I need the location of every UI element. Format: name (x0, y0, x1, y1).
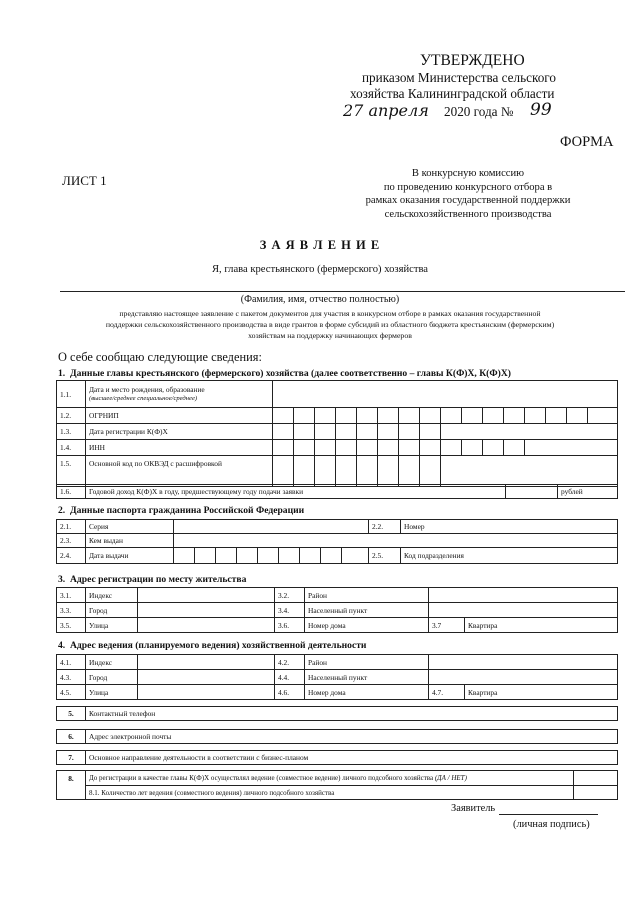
digit-box[interactable] (378, 440, 399, 455)
household-label (86, 771, 574, 786)
digit-box[interactable] (336, 456, 357, 486)
email-field[interactable] (86, 730, 618, 744)
digit-box[interactable] (420, 424, 441, 439)
digit-box[interactable] (378, 424, 399, 439)
section-number: 3. (58, 574, 66, 585)
registration-date-label: Дата регистрации К(Ф)Х (86, 424, 273, 440)
section-1-table (56, 380, 618, 487)
row-number: 1.5. (57, 456, 86, 487)
section-7-table (56, 750, 618, 765)
row-number: 2.4. (57, 548, 86, 564)
row-number: 2.2. (369, 520, 401, 534)
row-number: 4.5. (57, 685, 86, 700)
section-number: 1. (58, 368, 66, 379)
document-title: З А Я В Л Е Н И Е (259, 238, 381, 252)
digit-box[interactable] (399, 408, 420, 423)
income-field[interactable] (506, 485, 558, 499)
inn-label: ИНН (86, 440, 273, 456)
birth-education-field[interactable] (273, 381, 618, 408)
digit-box[interactable] (237, 548, 258, 563)
settlement-label: Населенный пункт (305, 603, 429, 618)
issued-by-field[interactable] (174, 534, 618, 548)
statement-text (40, 309, 620, 341)
digit-box[interactable] (294, 440, 315, 455)
digit-box[interactable] (294, 456, 315, 486)
section-1-heading (58, 368, 511, 379)
digit-box[interactable] (174, 548, 195, 563)
house-label: Номер дома (308, 687, 346, 697)
addressee (350, 167, 586, 222)
birth-label-text: Дата и место рождения, образование (89, 385, 205, 394)
digit-box[interactable] (315, 408, 336, 423)
sheet-label: ЛИСТ 1 (62, 173, 107, 188)
row-number: 3.3. (57, 603, 86, 618)
digit-box[interactable] (279, 548, 300, 563)
household-text: До регистрации в качестве главы К(Ф)Х осуществлял ведение (совместное ведение) личного подсобного хозяйства (89, 774, 434, 782)
digit-box[interactable] (462, 408, 483, 423)
digit-box[interactable] (504, 408, 525, 423)
city-label: Город (86, 670, 138, 685)
section-3-table (56, 587, 618, 633)
birth-label (86, 381, 273, 408)
row-number: 4.1. (57, 655, 86, 670)
intro-line: Я, глава крестьянского (фермерского) хозяйства (211, 264, 429, 275)
fio-underline (60, 291, 625, 292)
issue-date-cells[interactable] (174, 548, 368, 563)
signature-hint: (личная подпись) (513, 819, 590, 830)
digit-box[interactable] (357, 408, 378, 423)
form-label: ФОРМА (560, 134, 614, 150)
digit-box[interactable] (399, 440, 420, 455)
row-number: 4.7. (429, 685, 465, 700)
digit-box[interactable] (273, 440, 294, 455)
statement-line: представляю настоящее заявление с пакетом документов для участия в конкурсном отборе в рамках оказания государственной (119, 309, 541, 318)
digit-box[interactable] (294, 408, 315, 423)
yes-no-hint: (ДА / НЕТ) (434, 774, 467, 782)
digit-box[interactable] (300, 548, 321, 563)
index-field[interactable] (138, 588, 275, 603)
index-label: Индекс (86, 588, 138, 603)
row-number: 4.2. (275, 655, 305, 670)
registration-date-field[interactable] (273, 424, 618, 440)
household-answer-field[interactable] (574, 771, 618, 786)
street-label: Улица (86, 618, 138, 633)
section-title: Адрес регистрации по месту жительства (70, 574, 247, 585)
city-label: Город (86, 603, 138, 618)
ogrnip-cells[interactable] (273, 408, 617, 423)
apartment-label: Квартира (468, 620, 498, 630)
row-number: 3.1. (57, 588, 86, 603)
issued-by-label: Кем выдан (86, 534, 174, 548)
settlement-field[interactable] (429, 670, 618, 685)
household-years-field[interactable] (574, 786, 618, 800)
signature-line[interactable] (499, 814, 598, 815)
income-label: Годовой доход К(Ф)Х в году, предшествующему году подачи заявки (86, 485, 506, 499)
row-number: 3.4. (275, 603, 305, 618)
addressee-line: сельскохозяйственного производства (384, 209, 552, 221)
digit-box[interactable] (399, 456, 420, 486)
digit-box[interactable] (378, 408, 399, 423)
index-label: Индекс (86, 655, 138, 670)
digit-box[interactable] (504, 440, 525, 455)
digit-box[interactable] (420, 408, 441, 423)
section-2-heading (58, 505, 304, 516)
house-field[interactable] (305, 618, 429, 633)
row-number: 4.4. (275, 670, 305, 685)
income-unit: рублей (558, 485, 618, 499)
digit-box[interactable] (357, 424, 378, 439)
settlement-label: Населенный пункт (305, 670, 429, 685)
digit-box[interactable] (216, 548, 237, 563)
addressee-line: рамках оказания государственной поддержки (365, 195, 571, 207)
digit-box[interactable] (399, 424, 420, 439)
district-label: Район (305, 588, 429, 603)
statement-line: хозяйствам на поддержку начинающих фермеров (248, 330, 412, 340)
digit-box[interactable] (336, 408, 357, 423)
row-number: 3.5. (57, 618, 86, 633)
series-label: Серия (86, 520, 174, 534)
about-heading: О себе сообщаю следующие сведения: (58, 350, 262, 364)
digit-box[interactable] (441, 440, 462, 455)
street-label: Улица (86, 685, 138, 700)
row-number: 2.3. (57, 534, 86, 548)
approval-year: 2020 года № (444, 104, 514, 119)
digit-box[interactable] (294, 424, 315, 439)
education-hint: (высшее/среднее специальное/среднее) (89, 395, 198, 402)
number-field[interactable] (401, 520, 618, 534)
division-code-label: Код подразделения (404, 551, 464, 560)
email-label: Адрес электронной почты (89, 732, 172, 741)
row-number: 1.2. (57, 408, 86, 424)
section-number: 4. (58, 640, 66, 651)
digit-box[interactable] (258, 548, 279, 563)
district-field[interactable] (429, 588, 618, 603)
digit-box[interactable] (273, 408, 294, 423)
digit-box[interactable] (525, 408, 546, 423)
number-label: Номер (404, 522, 425, 531)
row-number: 8. (57, 771, 86, 800)
approval-line-1: приказом Министерства сельского (362, 70, 556, 85)
street-field[interactable] (138, 685, 275, 700)
approval-line-2: хозяйства Калининградской области (350, 86, 555, 101)
section-4-heading (58, 640, 366, 651)
section-4-table (56, 654, 618, 700)
row-number: 2.5. (369, 548, 401, 564)
row-number: 1.3. (57, 424, 86, 440)
house-field[interactable] (305, 685, 429, 700)
digit-box[interactable] (462, 440, 483, 455)
series-field[interactable] (174, 520, 369, 534)
row-number: 1.6. (57, 485, 86, 499)
digit-box[interactable] (567, 408, 588, 423)
index-field[interactable] (138, 655, 275, 670)
okved-field[interactable] (273, 456, 618, 487)
digit-box[interactable] (336, 424, 357, 439)
district-field[interactable] (429, 655, 618, 670)
section-6-table (56, 729, 618, 744)
row-number: 2.1. (57, 520, 86, 534)
row-number: 6. (57, 730, 86, 744)
row-number: 7. (57, 751, 86, 765)
apartment-field[interactable] (465, 618, 618, 633)
apartment-label: Квартира (468, 687, 498, 697)
activity-label: Основное направление деятельности в соответствии с бизнес-планом (89, 753, 309, 762)
handwritten-date: 27 апреля (343, 101, 429, 120)
apartment-field[interactable] (465, 685, 618, 700)
addressee-line: по проведению конкурсного отбора в (383, 181, 553, 193)
section-title: Адрес ведения (планируемого ведения) хозяйственной деятельности (70, 640, 367, 651)
digit-box[interactable] (420, 456, 441, 486)
digit-box[interactable] (441, 408, 462, 423)
digit-box[interactable] (378, 456, 399, 486)
digit-box[interactable] (321, 548, 342, 563)
inn-cells[interactable] (273, 440, 617, 455)
digit-box[interactable] (357, 456, 378, 486)
row-number: 5. (57, 707, 86, 721)
section-number: 2. (58, 505, 66, 516)
row-number: 1.1. (57, 381, 86, 408)
okved-label: Основной код по ОКВЭД с расшифровкой (86, 456, 273, 487)
ogrnip-field[interactable] (273, 408, 618, 424)
addressee-line: В конкурсную комиссию (411, 168, 525, 179)
digit-box[interactable] (336, 440, 357, 455)
row-number: 1.4. (57, 440, 86, 456)
row-number: 4.3. (57, 670, 86, 685)
issue-date-label: Дата выдачи (86, 548, 174, 564)
ogrnip-label: ОГРНИП (86, 408, 273, 424)
digit-box[interactable] (483, 440, 504, 455)
section-8-table (56, 770, 618, 800)
city-field[interactable] (138, 670, 275, 685)
fio-hint: (Фамилия, имя, отчество полностью) (240, 294, 400, 305)
section-title: Данные главы крестьянского (фермерского) хозяйства (далее соответственно – главы К(Ф)Х, К(Ф)Х) (70, 368, 511, 379)
okved-cells[interactable] (273, 456, 617, 486)
street-field[interactable] (138, 618, 275, 633)
approved-title: УТВЕРЖДЕНО (420, 52, 525, 69)
phone-field[interactable] (86, 707, 618, 721)
digit-box[interactable] (273, 424, 294, 439)
settlement-field[interactable] (429, 603, 618, 618)
row-number: 3.2. (275, 588, 305, 603)
registration-date-cells[interactable] (273, 424, 617, 439)
digit-box[interactable] (273, 456, 294, 486)
digit-box[interactable] (315, 424, 336, 439)
digit-box[interactable] (357, 440, 378, 455)
handwritten-number: 99 (530, 100, 552, 120)
section-5-table (56, 706, 618, 721)
digit-box[interactable] (315, 440, 336, 455)
phone-label: Контактный телефон (89, 709, 156, 718)
district-label: Район (305, 655, 429, 670)
applicant-label: Заявитель (451, 803, 496, 814)
activity-field[interactable] (86, 751, 618, 765)
household-years-label: 8.1. Количество лет ведения (совместного ведения) личного подсобного хозяйства (86, 786, 574, 800)
digit-box[interactable] (195, 548, 216, 563)
section-2-table (56, 519, 618, 564)
row-number: 3.6. (275, 618, 305, 633)
issue-date-field[interactable] (174, 548, 369, 564)
digit-box[interactable] (315, 456, 336, 486)
digit-box[interactable] (546, 408, 567, 423)
row-number: 3.7 (429, 618, 465, 633)
section-title: Данные паспорта гражданина Российской Федерации (70, 505, 305, 516)
row-number: 4.6. (275, 685, 305, 700)
digit-box[interactable] (483, 408, 504, 423)
inn-field[interactable] (273, 440, 618, 456)
digit-box[interactable] (420, 440, 441, 455)
section-3-heading (58, 574, 246, 585)
city-field[interactable] (138, 603, 275, 618)
section-1-income-table (56, 484, 618, 499)
division-code-field[interactable] (401, 548, 618, 564)
house-label: Номер дома (308, 620, 346, 630)
statement-line: поддержки сельскохозяйственного производства в виде грантов в форме субсидий из областного бюджета крестьянским (фермерским) (105, 319, 555, 329)
